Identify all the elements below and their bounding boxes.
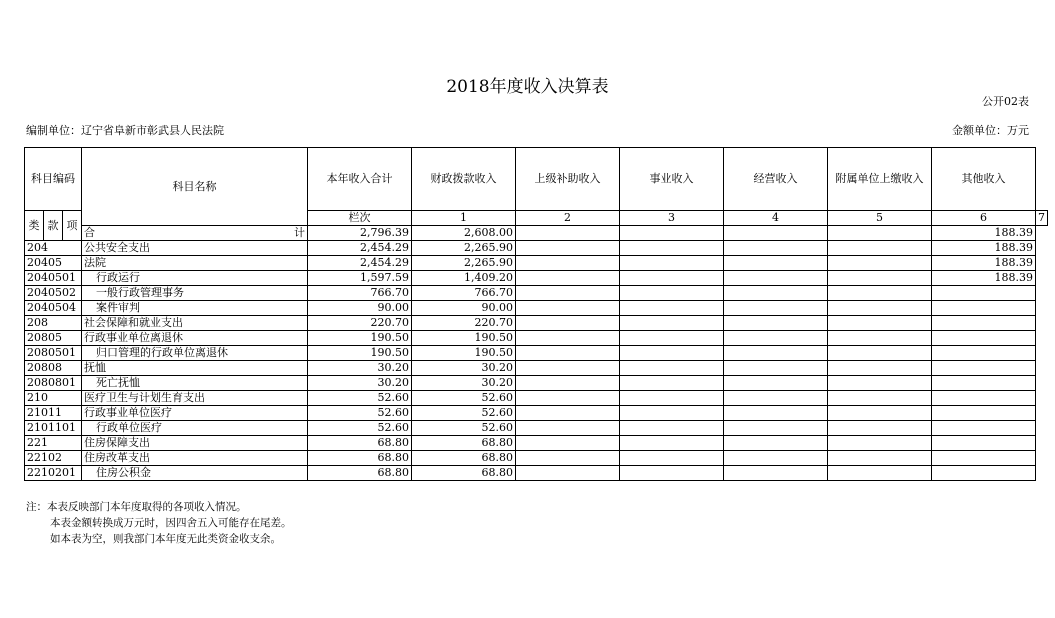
row-name: 住房保障支出 [82,436,308,451]
col-num-6: 6 [932,211,1036,226]
row-c1: 52.60 [308,391,412,406]
row-name: 行政运行 [82,271,308,286]
row-c2: 190.50 [412,331,516,346]
row-c6 [828,346,932,361]
row-c7 [932,466,1036,481]
row-c7 [932,361,1036,376]
total-c1: 2,796.39 [308,226,412,241]
row-code: 2101101 [25,421,82,436]
col-num-7: 7 [1036,211,1048,226]
total-row [25,226,1048,241]
table-row [25,256,1048,271]
col-num-5: 5 [828,211,932,226]
row-name: 行政单位医疗 [82,421,308,436]
row-c3 [516,331,620,346]
row-code: 2040502 [25,286,82,301]
row-c1: 30.20 [308,376,412,391]
header-col-2: 财政拨款收入 [412,148,516,211]
row-c6 [828,406,932,421]
row-c4 [620,331,724,346]
row-c4 [620,316,724,331]
row-c7 [932,301,1036,316]
row-name: 一般行政管理事务 [82,286,308,301]
row-c6 [828,436,932,451]
header-kuan: 款 [44,211,63,241]
row-c1: 2,454.29 [308,241,412,256]
row-c1: 52.60 [308,406,412,421]
row-c7 [932,391,1036,406]
col-num-4: 4 [724,211,828,226]
report-title: 2018年度收入决算表 [446,77,609,97]
total-c2: 2,608.00 [412,226,516,241]
row-c7: 188.39 [932,271,1036,286]
row-c7 [932,316,1036,331]
footnote-3: 如本表为空，则我部门本年度无此类资金收支余。 [50,533,281,545]
row-name: 死亡抚恤 [82,376,308,391]
row-c5 [724,391,828,406]
row-c4 [620,301,724,316]
row-c2: 52.60 [412,406,516,421]
col-num-3: 3 [620,211,724,226]
row-c2: 30.20 [412,376,516,391]
row-c6 [828,331,932,346]
row-c7 [932,286,1036,301]
row-c4 [620,346,724,361]
row-name: 住房改革支出 [82,451,308,466]
header-col-3: 上级补助收入 [516,148,620,211]
row-c1: 2,454.29 [308,256,412,271]
row-c4 [620,361,724,376]
row-c3 [516,286,620,301]
row-c3 [516,421,620,436]
row-c6 [828,391,932,406]
total-c7: 188.39 [932,226,1036,241]
header-code: 科目编码 [25,148,82,211]
row-c1: 1,597.59 [308,271,412,286]
row-code: 204 [25,241,82,256]
row-c1: 190.50 [308,331,412,346]
row-c5 [724,436,828,451]
row-c5 [724,346,828,361]
total-label-right: 计 [294,226,305,239]
row-c6 [828,421,932,436]
row-name: 归口管理的行政单位离退休 [82,346,308,361]
row-c3 [516,241,620,256]
table-row [25,301,1048,316]
row-c5 [724,451,828,466]
row-c7 [932,436,1036,451]
row-code: 20405 [25,256,82,271]
total-c5 [724,226,828,241]
row-c3 [516,316,620,331]
row-c1: 52.60 [308,421,412,436]
table-row [25,346,1048,361]
header-col-5: 经营收入 [724,148,828,211]
row-c5 [724,361,828,376]
header-col-6: 附属单位上缴收入 [828,148,932,211]
row-c4 [620,376,724,391]
table-row [25,376,1048,391]
row-name: 案件审判 [82,301,308,316]
row-c5 [724,286,828,301]
table-row [25,241,1048,256]
row-c6 [828,241,932,256]
total-c4 [620,226,724,241]
row-c4 [620,241,724,256]
row-c5 [724,406,828,421]
row-c7 [932,421,1036,436]
form-number: 公开02表 [982,95,1029,108]
row-name: 行政事业单位离退休 [82,331,308,346]
row-c5 [724,316,828,331]
row-c5 [724,301,828,316]
amount-unit-label: 金额单位：万元 [952,124,1029,137]
table-row [25,331,1048,346]
header-row [25,148,1048,211]
row-c5 [724,256,828,271]
row-c3 [516,466,620,481]
row-code: 221 [25,436,82,451]
footnotes [26,499,292,547]
row-c1: 766.70 [308,286,412,301]
header-lei: 类 [25,211,44,241]
table-row [25,361,1048,376]
table-row [25,406,1048,421]
header-col-4: 事业收入 [620,148,724,211]
row-c4 [620,286,724,301]
total-label-left: 合 [84,226,95,239]
row-c3 [516,451,620,466]
row-c6 [828,301,932,316]
row-c6 [828,271,932,286]
row-c2: 766.70 [412,286,516,301]
row-name: 公共安全支出 [82,241,308,256]
row-c4 [620,391,724,406]
col-num-2: 2 [516,211,620,226]
row-name: 社会保障和就业支出 [82,316,308,331]
row-c7: 188.39 [932,256,1036,271]
table-row [25,466,1048,481]
row-code: 2210201 [25,466,82,481]
row-name: 法院 [82,256,308,271]
row-c2: 52.60 [412,391,516,406]
row-c1: 90.00 [308,301,412,316]
table-row [25,436,1048,451]
row-c3 [516,346,620,361]
row-c7 [932,406,1036,421]
row-code: 20805 [25,331,82,346]
row-c6 [828,316,932,331]
table-row [25,271,1048,286]
row-c3 [516,391,620,406]
row-c7 [932,451,1036,466]
header-xiang: 项 [63,211,82,241]
row-c3 [516,436,620,451]
row-c6 [828,286,932,301]
row-c7 [932,376,1036,391]
row-c6 [828,451,932,466]
row-c4 [620,436,724,451]
row-c5 [724,376,828,391]
row-c2: 90.00 [412,301,516,316]
row-code: 2080501 [25,346,82,361]
row-c1: 190.50 [308,346,412,361]
footnote-2: 本表金额转换成万元时，因四舍五入可能存在尾差。 [50,517,292,529]
row-code: 2040501 [25,271,82,286]
row-c4 [620,421,724,436]
row-c2: 1,409.20 [412,271,516,286]
row-code: 22102 [25,451,82,466]
row-c5 [724,466,828,481]
row-code: 20808 [25,361,82,376]
row-c3 [516,361,620,376]
lanci-label: 栏次 [308,211,412,226]
row-c7: 188.39 [932,241,1036,256]
row-c5 [724,241,828,256]
row-c4 [620,271,724,286]
row-c4 [620,406,724,421]
row-c4 [620,451,724,466]
footnote-1: 注：本表反映部门本年度取得的各项收入情况。 [26,501,247,513]
row-c2: 30.20 [412,361,516,376]
row-c3 [516,271,620,286]
table-row [25,286,1048,301]
row-code: 21011 [25,406,82,421]
row-c2: 68.80 [412,436,516,451]
col-num-1: 1 [412,211,516,226]
row-c2: 2,265.90 [412,241,516,256]
table-row [25,421,1048,436]
row-name: 住房公积金 [82,466,308,481]
header-col-7: 其他收入 [932,148,1036,211]
row-c5 [724,271,828,286]
total-c6 [828,226,932,241]
row-c7 [932,346,1036,361]
table-row [25,316,1048,331]
row-c4 [620,466,724,481]
row-c2: 52.60 [412,421,516,436]
row-name: 行政事业单位医疗 [82,406,308,421]
table-row [25,391,1048,406]
total-c3 [516,226,620,241]
row-c2: 190.50 [412,346,516,361]
row-c3 [516,376,620,391]
row-c5 [724,331,828,346]
row-c6 [828,466,932,481]
header-col-1: 本年收入合计 [308,148,412,211]
row-c3 [516,406,620,421]
total-label [82,226,308,241]
table-row [25,451,1048,466]
row-code: 210 [25,391,82,406]
row-c3 [516,256,620,271]
header-name: 科目名称 [82,148,308,226]
row-c2: 68.80 [412,451,516,466]
row-c6 [828,256,932,271]
row-c2: 2,265.90 [412,256,516,271]
organization-label: 编制单位：辽宁省阜新市彰武县人民法院 [26,124,224,137]
row-c1: 68.80 [308,466,412,481]
row-c3 [516,301,620,316]
row-c2: 68.80 [412,466,516,481]
row-name: 医疗卫生与计划生育支出 [82,391,308,406]
row-c5 [724,421,828,436]
row-c1: 68.80 [308,451,412,466]
row-name: 抚恤 [82,361,308,376]
row-c2: 220.70 [412,316,516,331]
row-code: 208 [25,316,82,331]
income-report-table [24,147,1048,481]
row-code: 2040504 [25,301,82,316]
row-c1: 220.70 [308,316,412,331]
row-c6 [828,376,932,391]
row-c4 [620,256,724,271]
row-c7 [932,331,1036,346]
row-c1: 68.80 [308,436,412,451]
row-code: 2080801 [25,376,82,391]
row-c1: 30.20 [308,361,412,376]
row-c6 [828,361,932,376]
